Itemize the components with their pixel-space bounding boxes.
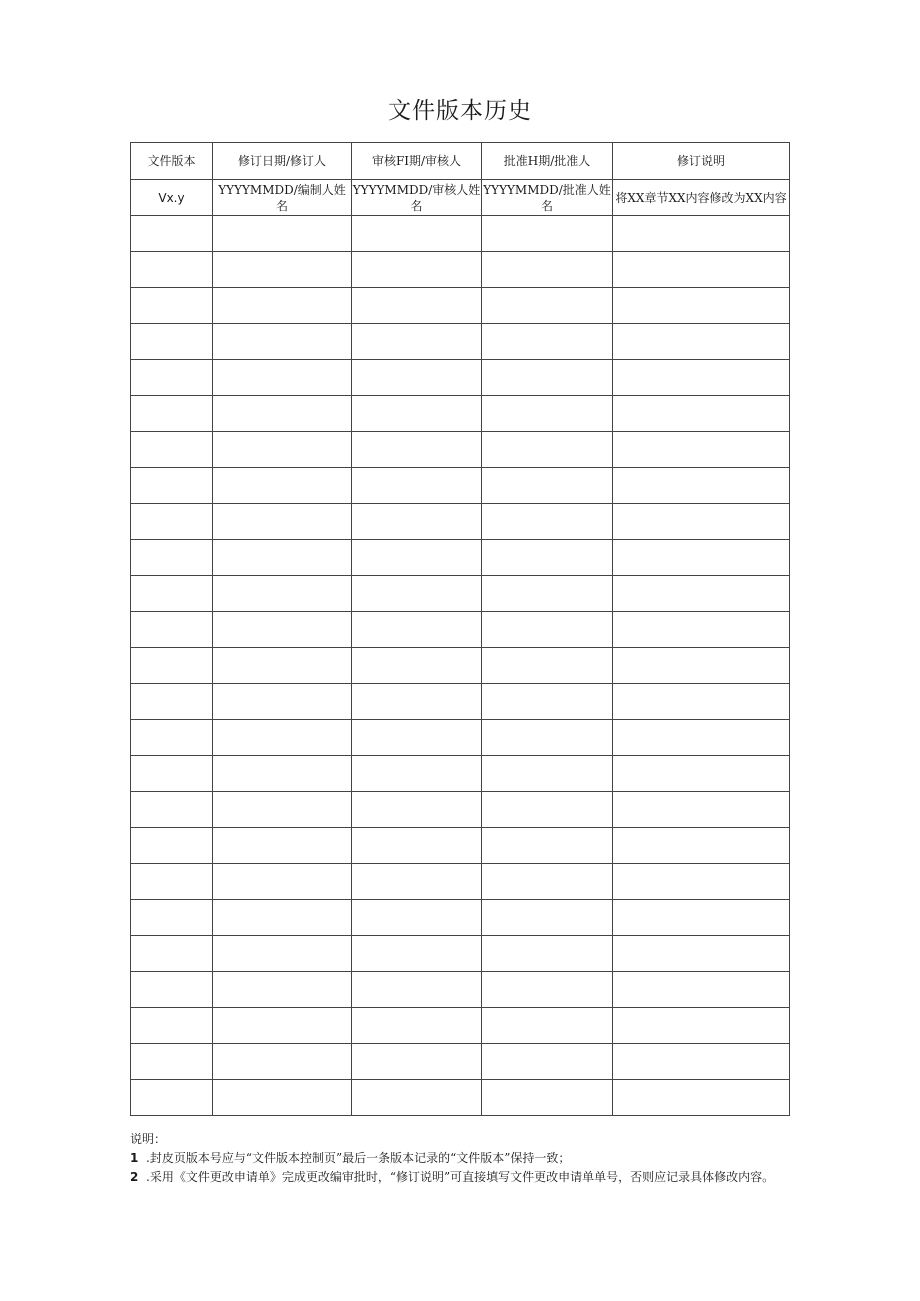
table-cell[interactable]	[213, 504, 352, 540]
table-header-row	[131, 143, 790, 180]
table-cell[interactable]	[352, 792, 482, 828]
table-cell[interactable]	[482, 324, 613, 360]
table-cell[interactable]	[352, 864, 482, 900]
table-cell[interactable]	[131, 900, 213, 936]
table-cell[interactable]	[352, 648, 482, 684]
table-row	[131, 828, 790, 864]
table-row	[131, 504, 790, 540]
table-cell[interactable]	[131, 576, 213, 612]
table-row	[131, 216, 790, 252]
table-cell[interactable]	[213, 540, 352, 576]
page-title: 文件版本历史	[388, 98, 532, 124]
table-cell[interactable]	[482, 684, 613, 720]
table-cell[interactable]	[482, 648, 613, 684]
table-cell[interactable]	[352, 1080, 482, 1116]
note-item-1	[130, 1149, 860, 1168]
table-cell[interactable]	[613, 972, 790, 1008]
table-cell[interactable]	[213, 648, 352, 684]
table-cell[interactable]	[131, 612, 213, 648]
table-cell[interactable]	[482, 864, 613, 900]
table-cell[interactable]	[482, 828, 613, 864]
table-cell[interactable]	[482, 972, 613, 1008]
table-cell[interactable]	[352, 612, 482, 648]
table-cell[interactable]	[482, 720, 613, 756]
table-cell[interactable]	[352, 504, 482, 540]
table-cell[interactable]	[352, 288, 482, 324]
table-cell[interactable]	[482, 900, 613, 936]
table-row	[131, 432, 790, 468]
table-cell[interactable]	[213, 720, 352, 756]
table-cell[interactable]	[613, 288, 790, 324]
table-cell[interactable]	[482, 360, 613, 396]
table-cell[interactable]	[613, 1080, 790, 1116]
table-cell[interactable]	[131, 792, 213, 828]
table-cell[interactable]	[613, 612, 790, 648]
table-cell[interactable]	[613, 684, 790, 720]
table-cell[interactable]	[131, 828, 213, 864]
table-cell[interactable]	[613, 504, 790, 540]
note-item-2	[130, 1168, 860, 1187]
table-cell[interactable]	[613, 540, 790, 576]
table-cell[interactable]	[482, 576, 613, 612]
table-row	[131, 864, 790, 900]
table-cell[interactable]	[613, 216, 790, 252]
table-row	[131, 1008, 790, 1044]
table-cell[interactable]	[352, 972, 482, 1008]
table-cell[interactable]	[213, 828, 352, 864]
note-number: 1	[130, 1151, 139, 1165]
table-cell[interactable]	[213, 1080, 352, 1116]
table-cell[interactable]	[131, 1044, 213, 1080]
table-cell[interactable]	[213, 684, 352, 720]
example-row	[131, 180, 790, 216]
example-approve: YYYYMMDD/批准人姓名	[482, 180, 613, 216]
table-cell[interactable]	[613, 468, 790, 504]
table-cell[interactable]	[131, 504, 213, 540]
table-row	[131, 648, 790, 684]
table-cell[interactable]	[352, 468, 482, 504]
table-row	[131, 684, 790, 720]
version-history-table	[130, 142, 790, 1116]
table-cell[interactable]	[613, 1044, 790, 1080]
table-row	[131, 720, 790, 756]
table-cell[interactable]	[482, 252, 613, 288]
table-cell[interactable]	[131, 756, 213, 792]
table-cell[interactable]	[131, 684, 213, 720]
table-cell[interactable]	[613, 792, 790, 828]
table-cell[interactable]	[213, 936, 352, 972]
notes-heading: 说明：	[130, 1132, 167, 1146]
note-text: .封皮页版本号应与“文件版本控制页”最后一条版本记录的“文件版本”保持一致；	[146, 1151, 571, 1165]
table-cell[interactable]	[482, 540, 613, 576]
table-cell[interactable]	[131, 1080, 213, 1116]
table-cell[interactable]	[613, 828, 790, 864]
table-cell[interactable]	[482, 216, 613, 252]
table-cell[interactable]	[482, 612, 613, 648]
table-cell[interactable]	[352, 576, 482, 612]
table-cell[interactable]	[131, 216, 213, 252]
table-row	[131, 360, 790, 396]
table-cell[interactable]	[482, 468, 613, 504]
header-description: 修订说明	[613, 143, 790, 180]
table-cell[interactable]	[131, 720, 213, 756]
table-row	[131, 324, 790, 360]
table-cell[interactable]	[613, 900, 790, 936]
table-cell[interactable]	[352, 828, 482, 864]
table-cell[interactable]	[213, 900, 352, 936]
table-cell[interactable]	[482, 792, 613, 828]
table-cell[interactable]	[352, 720, 482, 756]
table-row	[131, 540, 790, 576]
table-cell[interactable]	[352, 396, 482, 432]
table-cell[interactable]	[131, 972, 213, 1008]
header-approve: 批准H期/批准人	[482, 143, 613, 180]
table-cell[interactable]	[352, 756, 482, 792]
example-revise: YYYYMMDD/编制人姓名	[213, 180, 352, 216]
table-cell[interactable]	[131, 252, 213, 288]
table-cell[interactable]	[213, 792, 352, 828]
table-cell[interactable]	[352, 216, 482, 252]
example-version: Vx.y	[131, 180, 213, 216]
header-version: 文件版本	[131, 143, 213, 180]
table-cell[interactable]	[482, 756, 613, 792]
table-row	[131, 792, 790, 828]
table-row	[131, 468, 790, 504]
table-cell[interactable]	[131, 648, 213, 684]
table-cell[interactable]	[213, 1008, 352, 1044]
table-cell[interactable]	[352, 324, 482, 360]
table-cell[interactable]	[213, 468, 352, 504]
table-cell[interactable]	[613, 252, 790, 288]
table-cell[interactable]	[613, 396, 790, 432]
table-cell[interactable]	[213, 972, 352, 1008]
table-row	[131, 1044, 790, 1080]
table-cell[interactable]	[482, 288, 613, 324]
table-cell[interactable]	[131, 432, 213, 468]
table-cell[interactable]	[352, 252, 482, 288]
table-cell[interactable]	[213, 432, 352, 468]
table-row	[131, 396, 790, 432]
table-cell[interactable]	[131, 468, 213, 504]
table-cell[interactable]	[131, 936, 213, 972]
table-cell[interactable]	[352, 900, 482, 936]
table-row	[131, 288, 790, 324]
table-cell[interactable]	[213, 216, 352, 252]
table-cell[interactable]	[482, 504, 613, 540]
notes-section	[130, 1130, 860, 1187]
table-cell[interactable]	[352, 1044, 482, 1080]
table-cell[interactable]	[613, 432, 790, 468]
table-cell[interactable]	[213, 756, 352, 792]
table-row	[131, 756, 790, 792]
table-row	[131, 936, 790, 972]
table-cell[interactable]	[131, 324, 213, 360]
table-cell[interactable]	[613, 1008, 790, 1044]
table-cell[interactable]	[131, 864, 213, 900]
table-cell[interactable]	[352, 540, 482, 576]
table-row	[131, 252, 790, 288]
table-cell[interactable]	[613, 576, 790, 612]
table-cell[interactable]	[352, 432, 482, 468]
table-cell[interactable]	[213, 324, 352, 360]
table-cell[interactable]	[352, 360, 482, 396]
table-cell[interactable]	[213, 576, 352, 612]
table-cell[interactable]	[352, 936, 482, 972]
table-cell[interactable]	[213, 396, 352, 432]
table-cell[interactable]	[131, 1008, 213, 1044]
table-cell[interactable]	[613, 720, 790, 756]
table-row	[131, 972, 790, 1008]
table-row	[131, 576, 790, 612]
table-cell[interactable]	[213, 1044, 352, 1080]
table-cell[interactable]	[613, 864, 790, 900]
table-cell[interactable]	[482, 432, 613, 468]
table-cell[interactable]	[613, 324, 790, 360]
table-row	[131, 612, 790, 648]
table-cell[interactable]	[482, 1008, 613, 1044]
table-cell[interactable]	[213, 288, 352, 324]
table-cell[interactable]	[213, 360, 352, 396]
table-cell[interactable]	[131, 540, 213, 576]
table-cell[interactable]	[613, 756, 790, 792]
table-cell[interactable]	[213, 612, 352, 648]
example-review: YYYYMMDD/审核人姓名	[352, 180, 482, 216]
table-cell[interactable]	[131, 360, 213, 396]
table-row	[131, 1080, 790, 1116]
header-revise: 修订日期/修订人	[213, 143, 352, 180]
table-cell[interactable]	[482, 1080, 613, 1116]
example-description: 将XX章节XX内容修改为XX内容	[613, 180, 790, 216]
table-cell[interactable]	[613, 936, 790, 972]
table-cell[interactable]	[613, 360, 790, 396]
table-cell[interactable]	[352, 684, 482, 720]
table-cell[interactable]	[482, 396, 613, 432]
table-cell[interactable]	[213, 864, 352, 900]
table-cell[interactable]	[613, 648, 790, 684]
note-number: 2	[130, 1170, 139, 1184]
table-cell[interactable]	[482, 1044, 613, 1080]
table-cell[interactable]	[213, 252, 352, 288]
table-row	[131, 900, 790, 936]
header-review: 审核FI期/审核人	[352, 143, 482, 180]
table-cell[interactable]	[352, 1008, 482, 1044]
table-cell[interactable]	[131, 396, 213, 432]
note-text: .采用《文件更改申请单》完成更改编审批时，“修订说明”可直接填写文件更改申请单单号，否则应记录具体修改内容。	[146, 1170, 775, 1184]
table-cell[interactable]	[482, 936, 613, 972]
table-cell[interactable]	[131, 288, 213, 324]
